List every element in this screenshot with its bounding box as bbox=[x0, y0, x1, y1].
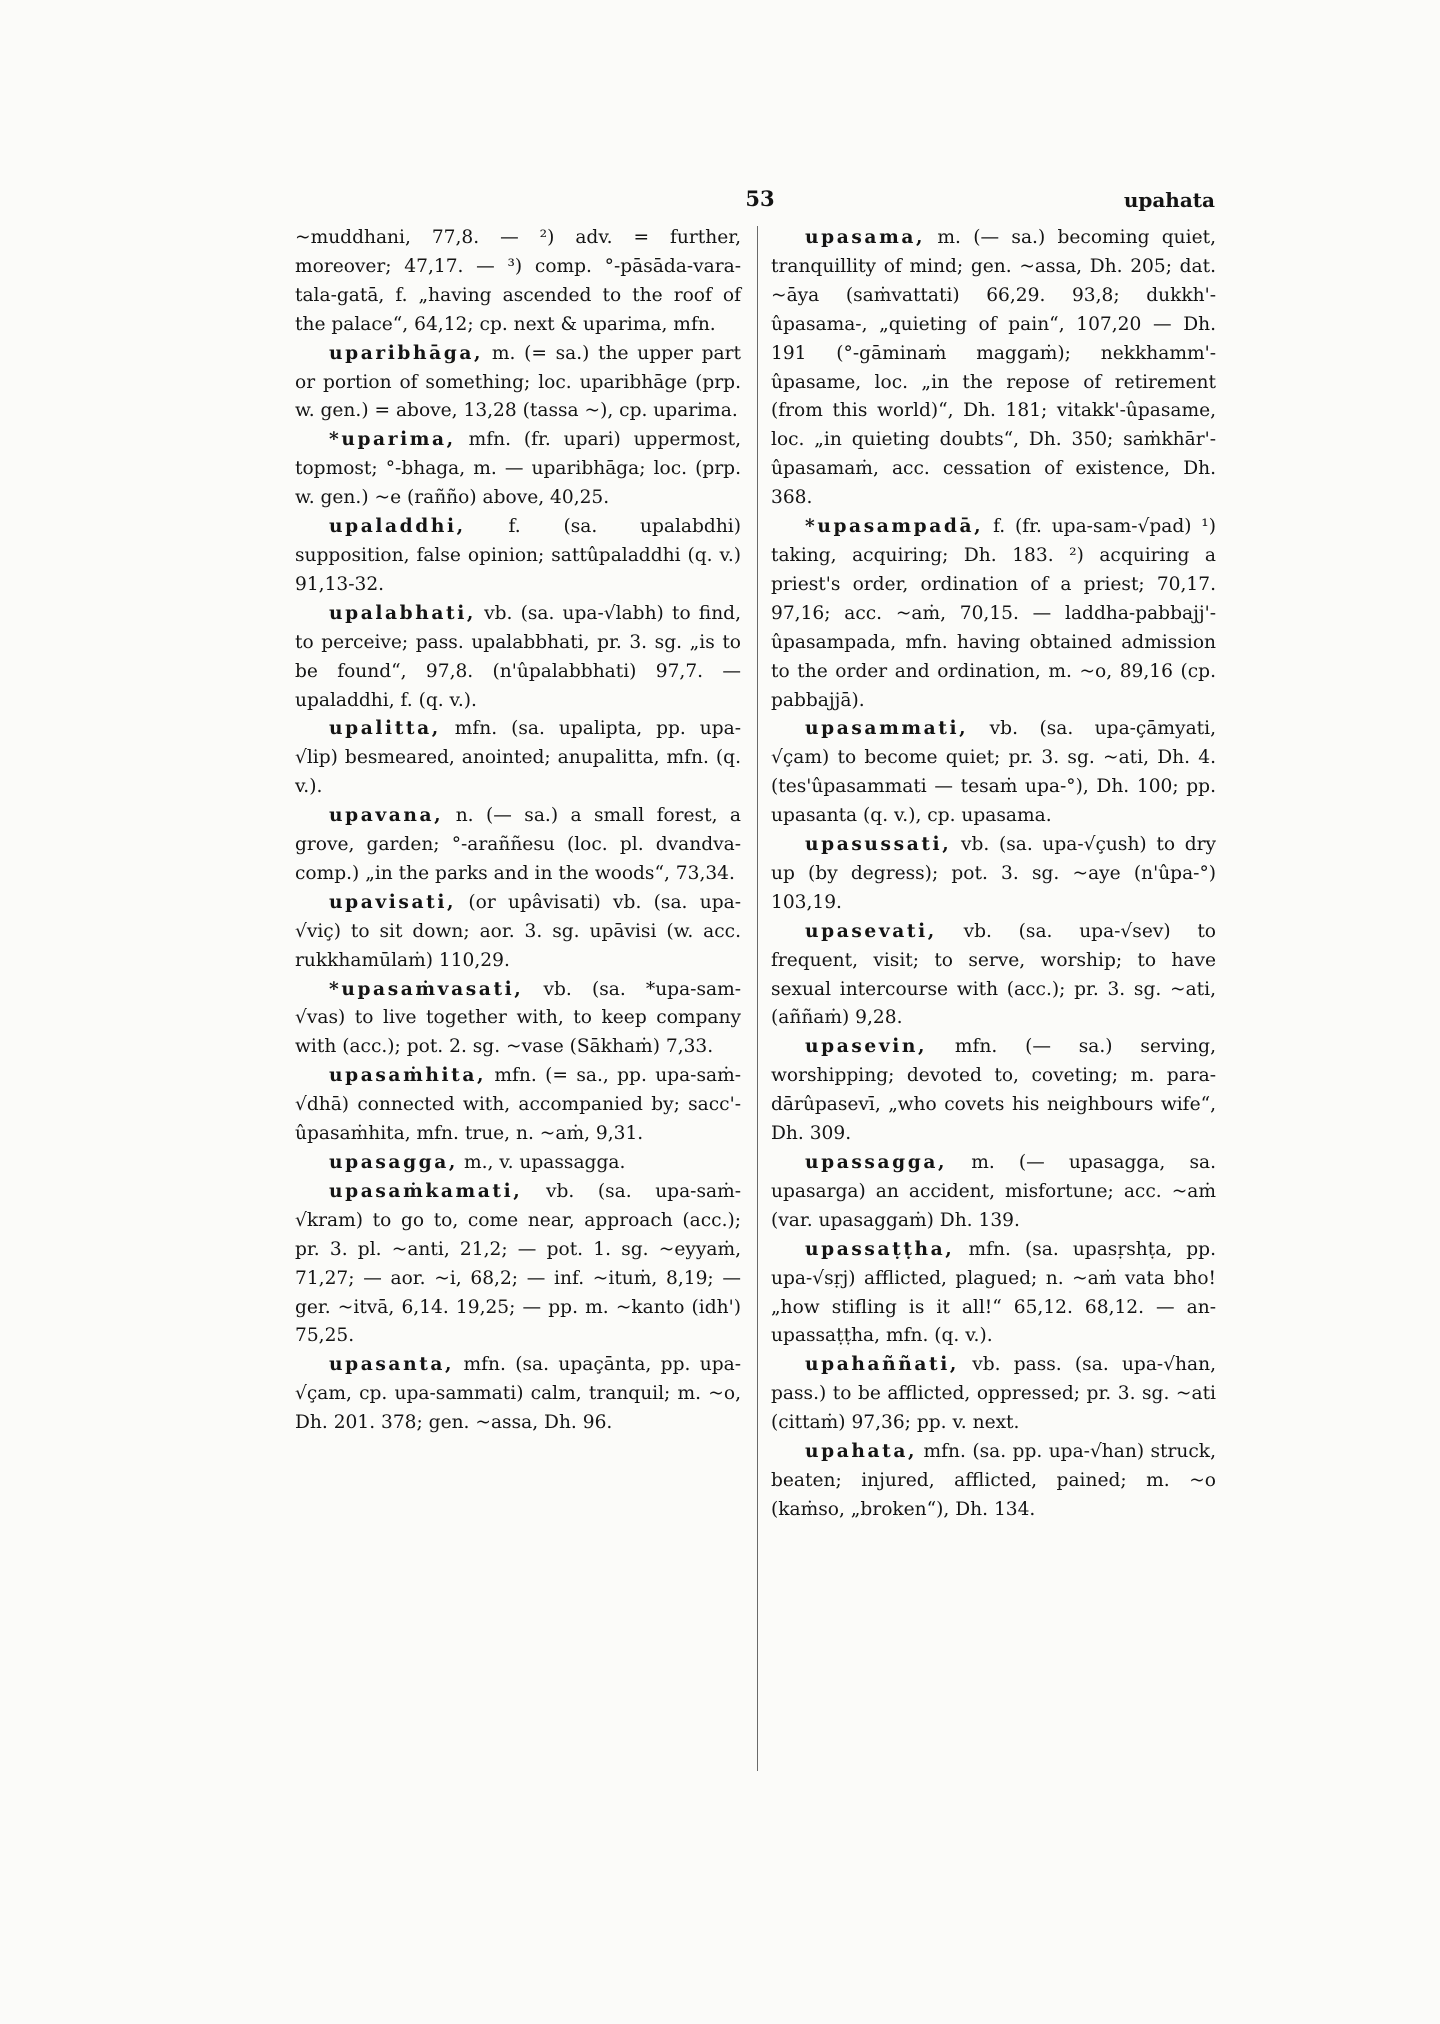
entry-text: mfn. (sa. upasṛshṭa, pp. upa-√sṛj) afflicted, plagued; n. ~aṁ vata bho! „how stifling is it all!“ 65,12. 68,12. — an-upassaṭṭha, mfn. (q. v.). bbox=[771, 1238, 1216, 1347]
entry-lemma: *upasaṁvasati, bbox=[329, 978, 524, 1000]
entry-lemma: upassaṭṭha, bbox=[805, 1238, 955, 1260]
dictionary-entry bbox=[295, 976, 741, 1063]
entry-lemma: upassagga, bbox=[805, 1152, 948, 1173]
entry-text: n. (— sa.) a small forest, a grove, garden; °-araññesu (loc. pl. dvandva-comp.) „in the parks and in the woods“, 73,34. bbox=[295, 805, 741, 884]
entry-lemma: uparibhāga, bbox=[329, 342, 484, 364]
entry-text: m., v. upassagga. bbox=[463, 1152, 626, 1173]
entry-text: m. (— upasagga, sa. upasarga) an accident, misfortune; acc. ~aṁ (var. upasaggaṁ) Dh. 139. bbox=[771, 1152, 1216, 1231]
page-number: 53 bbox=[745, 186, 775, 211]
entry-text: f. (fr. upa-sam-√pad) ¹) taking, acquiring; Dh. 183. ²) acquiring a priest's order, ordination of a priest; 70,17. 97,16; acc. ~aṁ, 70,15. — laddha-pabbajj'-ûpasampada, mfn. having obtained admission to the order and ordination, m. ~o, 89,16 (cp. pabbajjā). bbox=[771, 516, 1216, 711]
entry-text: vb. (sa. upa-√sev) to frequent, visit; to serve, worship; to have sexual intercourse with (acc.); pr. 3. sg. ~ati, (aññaṁ) 9,28. bbox=[771, 920, 1216, 1029]
entry-text: mfn. (— sa.) serving, worshipping; devoted to, coveting; m. para-dārûpasevī, „who covets his neighbours wife“, Dh. 309. bbox=[771, 1036, 1216, 1145]
entry-text: ~muddhani, 77,8. — ²) adv. = further, moreover; 47,17. — ³) comp. °-pāsāda-vara-tala-gatā, f. „having ascended to the roof of the palace“, 64,12; cp. next & uparima, mfn. bbox=[295, 227, 741, 335]
dictionary-entry bbox=[295, 889, 741, 976]
entry-lemma: upavana, bbox=[329, 805, 444, 827]
dictionary-entry bbox=[771, 1351, 1216, 1438]
entry-text: vb. (sa. upa-çāmyati, √çam) to become quiet; pr. 3. sg. ~ati, Dh. 4. (tes'ûpasammati — tesaṁ upa-°), Dh. 100; pp. upasanta (q. v.), cp. upasama. bbox=[771, 718, 1216, 827]
entry-text: mfn. (fr. upari) uppermost, topmost; °-bhaga, m. — uparibhāga; loc. (prp. w. gen.) ~e (rañño) above, 40,25. bbox=[295, 429, 741, 509]
entry-text: mfn. (= sa., pp. upa-saṁ-√dhā) connected with, accompanied by; sacc'-ûpasaṁhita, mfn. true, n. ~aṁ, 9,31. bbox=[295, 1065, 741, 1145]
dictionary-entry bbox=[771, 1438, 1216, 1525]
entry-text: (or upâvisati) vb. (sa. upa-√viç) to sit down; aor. 3. sg. upāvisi (w. acc. rukkhamūlaṁ) 110,29. bbox=[295, 891, 741, 971]
entry-text: vb. (sa. upa-√çush) to dry up (by degress); pot. 3. sg. ~aye (n'ûpa-°) 103,19. bbox=[771, 834, 1216, 913]
entry-lemma: upalabhati, bbox=[329, 602, 476, 624]
right-column bbox=[771, 224, 1216, 1525]
entry-lemma: upasevati, bbox=[805, 920, 937, 942]
dictionary-entry bbox=[295, 802, 741, 889]
dictionary-entry bbox=[771, 918, 1216, 1034]
entry-lemma: upasanta, bbox=[329, 1354, 455, 1376]
dictionary-entry bbox=[295, 1178, 741, 1351]
dictionary-entry bbox=[771, 1149, 1216, 1236]
entry-text: m. (= sa.) the upper part or portion of something; loc. uparibhāge (prp. w. gen.) = above, 13,28 (tassa ~), cp. uparima. bbox=[295, 342, 741, 422]
entry-text: vb. (sa. upa-saṁ-√kram) to go to, come near, approach (acc.); pr. 3. pl. ~anti, 21,2; — pot. 1. sg. ~eyyaṁ, 71,27; — aor. ~i, 68,2; — inf. ~ituṁ, 8,19; — ger. ~itvā, 6,14. 19,25; — pp. m. ~kanto (idh') 75,25. bbox=[295, 1180, 741, 1347]
dictionary-entry bbox=[295, 224, 741, 340]
entry-lemma: upasevin, bbox=[805, 1036, 928, 1058]
running-head: upahata bbox=[1123, 188, 1215, 212]
entry-lemma: upasaṁkamati, bbox=[329, 1180, 523, 1202]
dictionary-entry bbox=[771, 1033, 1216, 1149]
dictionary-entry bbox=[771, 715, 1216, 831]
entry-lemma: upahaññati, bbox=[805, 1354, 959, 1376]
dictionary-entry bbox=[295, 1062, 741, 1149]
entry-text: mfn. (sa. upaçānta, pp. upa-√çam, cp. upa-sammati) calm, tranquil; m. ~o, Dh. 201. 378; gen. ~assa, Dh. 96. bbox=[295, 1354, 741, 1434]
entry-text: mfn. (sa. upalipta, pp. upa-√lip) besmeared, anointed; anupalitta, mfn. (q. v.). bbox=[295, 718, 741, 798]
entry-lemma: upahata, bbox=[805, 1441, 918, 1463]
entry-text: mfn. (sa. pp. upa-√han) struck, beaten; injured, afflicted, pained; m. ~o (kaṁso, „broken“), Dh. 134. bbox=[771, 1441, 1216, 1520]
dictionary-entry bbox=[771, 1236, 1216, 1352]
left-column bbox=[295, 224, 741, 1438]
dictionary-entry bbox=[295, 1351, 741, 1438]
dictionary-entry bbox=[295, 513, 741, 600]
dictionary-entry bbox=[295, 715, 741, 802]
dictionary-entry bbox=[295, 340, 741, 427]
entry-text: vb. (sa. upa-√labh) to find, to perceive; pass. upalabbhati, pr. 3. sg. „is to be found“, 97,8. (n'ûpalabbhati) 97,7. — upaladdhi, f. (q. v.). bbox=[295, 602, 741, 711]
entry-lemma: upaladdhi, bbox=[329, 516, 466, 538]
entry-lemma: upasammati, bbox=[805, 718, 969, 740]
entry-lemma: upasagga, bbox=[329, 1152, 459, 1173]
dictionary-entry bbox=[771, 831, 1216, 918]
entry-text: vb. pass. (sa. upa-√han, pass.) to be afflicted, oppressed; pr. 3. sg. ~ati (cittaṁ) 97,36; pp. v. next. bbox=[771, 1354, 1216, 1434]
dictionary-entry bbox=[295, 426, 741, 513]
entry-lemma: upavisati, bbox=[329, 891, 457, 913]
dictionary-entry bbox=[771, 513, 1216, 715]
dictionary-entry bbox=[295, 1149, 741, 1178]
entry-text: vb. (sa. *upa-sam-√vas) to live together with, to keep company with (acc.); pot. 2. sg. ~vase (Sākhaṁ) 7,33. bbox=[295, 978, 741, 1058]
dictionary-entry bbox=[295, 600, 741, 716]
entry-lemma: *upasampadā, bbox=[805, 516, 984, 538]
entry-lemma: upasama, bbox=[805, 227, 926, 248]
entry-lemma: upalitta, bbox=[329, 718, 441, 740]
dictionary-entry bbox=[771, 224, 1216, 513]
entry-text: m. (— sa.) becoming quiet, tranquillity of mind; gen. ~assa, Dh. 205; dat. ~āya (saṁvattati) 66,29. 93,8; dukkh'-ûpasama-, „quieting of pain“, 107,20 — Dh. 191 (°-gāminaṁ maggaṁ); nekkhamm'-ûpasame, loc. „in the repose of retirement (from this world)“, Dh. 181; vitakk'-ûpasame, loc. „in quieting doubts“, Dh. 350; saṁkhār'-ûpasamaṁ, acc. cessation of existence, Dh. 368. bbox=[771, 227, 1216, 509]
entry-lemma: *uparima, bbox=[329, 429, 456, 451]
entry-lemma: upasussati, bbox=[805, 834, 952, 856]
entry-text: f. (sa. upalabdhi) supposition, false opinion; sattûpaladdhi (q. v.) 91,13-32. bbox=[295, 516, 741, 595]
entry-lemma: upasaṁhita, bbox=[329, 1065, 487, 1087]
column-divider bbox=[757, 226, 758, 1771]
